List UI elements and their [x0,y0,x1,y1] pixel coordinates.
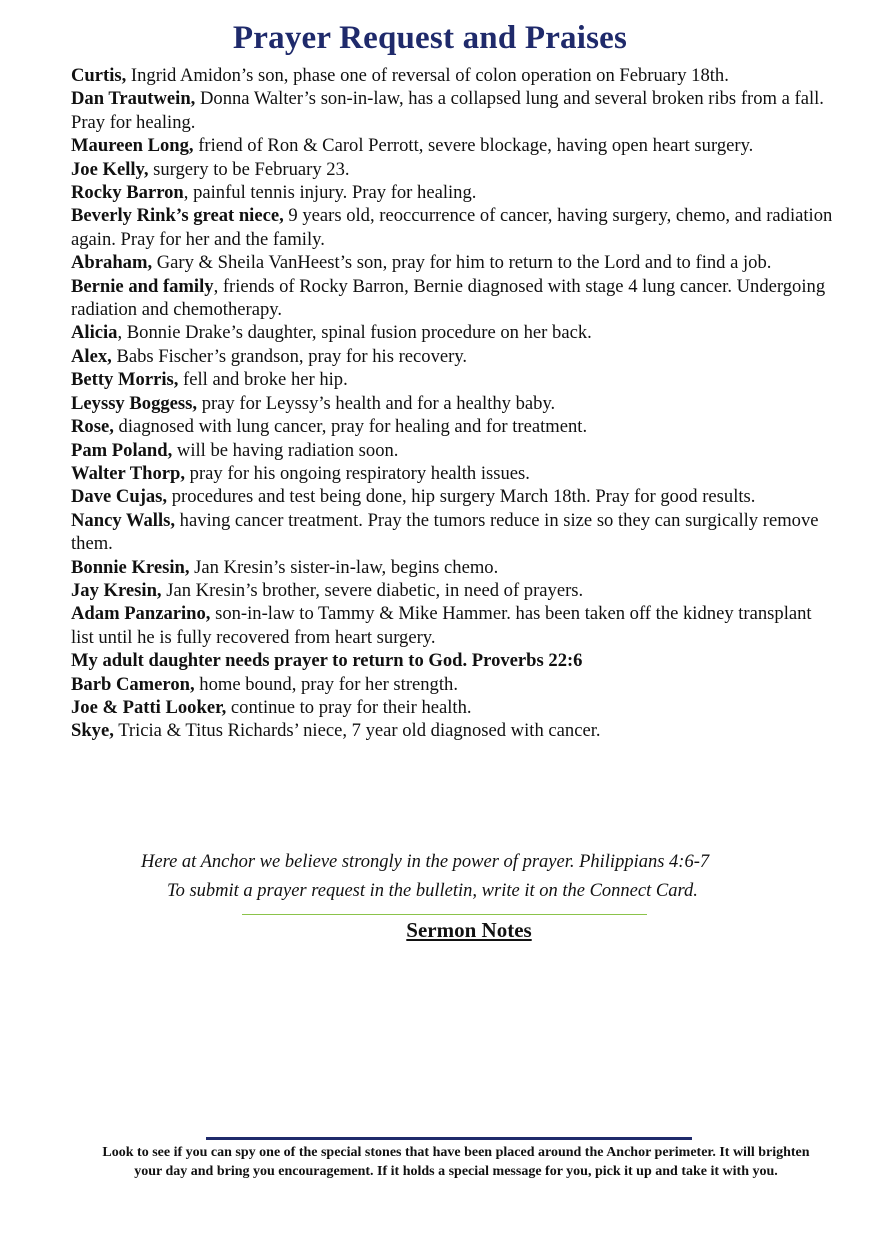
prayer-details: having cancer treatment. Pray the tumors reduce in size so they can surgically remove them. [71,509,819,555]
prayer-name: Bernie and family [71,275,214,297]
prayer-name: Walter Thorp, [71,462,185,484]
list-item [71,485,836,508]
prayer-name: Bonnie Kresin, [71,556,190,578]
prayer-details: , friends of Rocky Barron, Bernie diagnosed with stage 4 lung cancer. Undergoing radiation and chemotherapy. [71,275,826,321]
list-item [71,275,836,322]
prayer-request-list [71,64,836,743]
green-divider [242,914,647,915]
prayer-details: continue to pray for their health. [226,696,472,718]
prayer-details: , Bonnie Drake’s daughter, spinal fusion procedure on her back. [117,322,592,344]
closing-statement [0,848,880,906]
list-item [71,462,836,485]
prayer-details: surgery to be February 23. [148,158,350,180]
prayer-details: pray for his ongoing respiratory health issues. [185,462,530,484]
prayer-details: Tricia & Titus Richards’ niece, 7 year old diagnosed with cancer. [113,720,601,742]
list-item [71,673,836,696]
prayer-details: son-in-law to Tammy & Mike Hammer. has been taken off the kidney transplant list until he is fully recovered from heart surgery. [71,603,812,648]
submit-request-line: To submit a prayer request in the bulletin, write it on the Connect Card. [167,881,698,901]
list-item [71,87,836,134]
list-item [71,696,836,719]
prayer-name: Dan Trautwein, [71,88,196,110]
prayer-details: home bound, pray for her strength. [194,673,458,695]
list-item [71,602,836,649]
list-item [71,415,836,438]
prayer-name: Nancy Walls, [71,509,176,531]
prayer-details: Jan Kresin’s brother, severe diabetic, in need of prayers. [161,579,584,601]
list-item [71,251,836,274]
prayer-name: Rocky Barron [71,182,184,204]
prayer-name: Pam Poland, [71,439,173,461]
prayer-details: Babs Fischer’s grandson, pray for his recovery. [111,345,468,367]
prayer-details: 9 years old, reoccurrence of cancer, having surgery, chemo, and radiation again. Pray for her and the family. [71,205,833,250]
navy-divider [206,1137,692,1140]
prayer-name: Beverly Rink’s great niece, [71,205,284,227]
list-item [71,204,836,251]
list-item [71,509,836,556]
prayer-details: procedures and test being done, hip surgery March 18th. Pray for good results. [167,486,756,508]
sermon-notes-heading: Sermon Notes [406,918,532,942]
list-item [71,579,836,602]
list-item [71,181,836,204]
prayer-name: Skye, [71,720,114,742]
prayer-name: My adult daughter needs prayer to return to God. Proverbs 22:6 [71,650,583,672]
prayer-name: Dave Cujas, [71,486,168,508]
prayer-details: fell and broke her hip. [178,369,348,391]
list-item [71,392,836,415]
list-item [71,158,836,181]
prayer-details: diagnosed with lung cancer, pray for healing and for treatment. [113,416,588,438]
prayer-name: Alicia [71,322,118,344]
prayer-details: will be having radiation soon. [172,439,399,461]
prayer-details: Gary & Sheila VanHeest’s son, pray for him to return to the Lord and to find a job. [152,252,772,274]
prayer-name: Adam Panzarino, [71,603,211,625]
list-item [71,649,836,672]
prayer-name: Alex, [71,345,112,367]
prayer-belief-line: Here at Anchor we believe strongly in the power of prayer. Philippians 4:6-7 [141,852,710,872]
prayer-details: , painful tennis injury. Pray for healing. [183,182,477,204]
list-item [71,439,836,462]
list-item [71,134,836,157]
prayer-name: Curtis, [71,65,127,86]
prayer-name: Leyssy Boggess, [71,392,198,414]
list-item [71,64,836,87]
prayer-name: Betty Morris, [71,369,179,391]
prayer-details: Jan Kresin’s sister-in-law, begins chemo. [189,556,499,578]
prayer-details: Donna Walter’s son-in-law, has a collapsed lung and several broken ribs from a fall. Pray for healing. [71,88,824,133]
prayer-details: Ingrid Amidon’s son, phase one of reversal of colon operation on February 18th. [126,65,729,86]
prayer-name: Abraham, [71,252,153,274]
prayer-name: Joe & Patti Looker, [71,696,227,718]
list-item [71,368,836,391]
page-title: Prayer Request and Praises [232,20,628,56]
list-item [71,345,836,368]
prayer-details: friend of Ron & Carol Perrott, severe blockage, having open heart surgery. [193,135,754,157]
prayer-name: Rose, [71,416,114,438]
prayer-details: pray for Leyssy’s health and for a healthy baby. [197,392,556,414]
prayer-name: Barb Cameron, [71,673,195,695]
prayer-name: Jay Kresin, [71,579,162,601]
list-item [71,556,836,579]
list-item [71,719,836,742]
list-item [71,321,836,344]
prayer-name: Maureen Long, [71,135,194,157]
footer-note: Look to see if you can spy one of the special stones that have been placed around the Anchor perimeter. It will brighten your day and bring you encouragement. If it holds a special message for you, pick it up and take it with you. [102,1145,810,1179]
prayer-name: Joe Kelly, [71,158,149,180]
